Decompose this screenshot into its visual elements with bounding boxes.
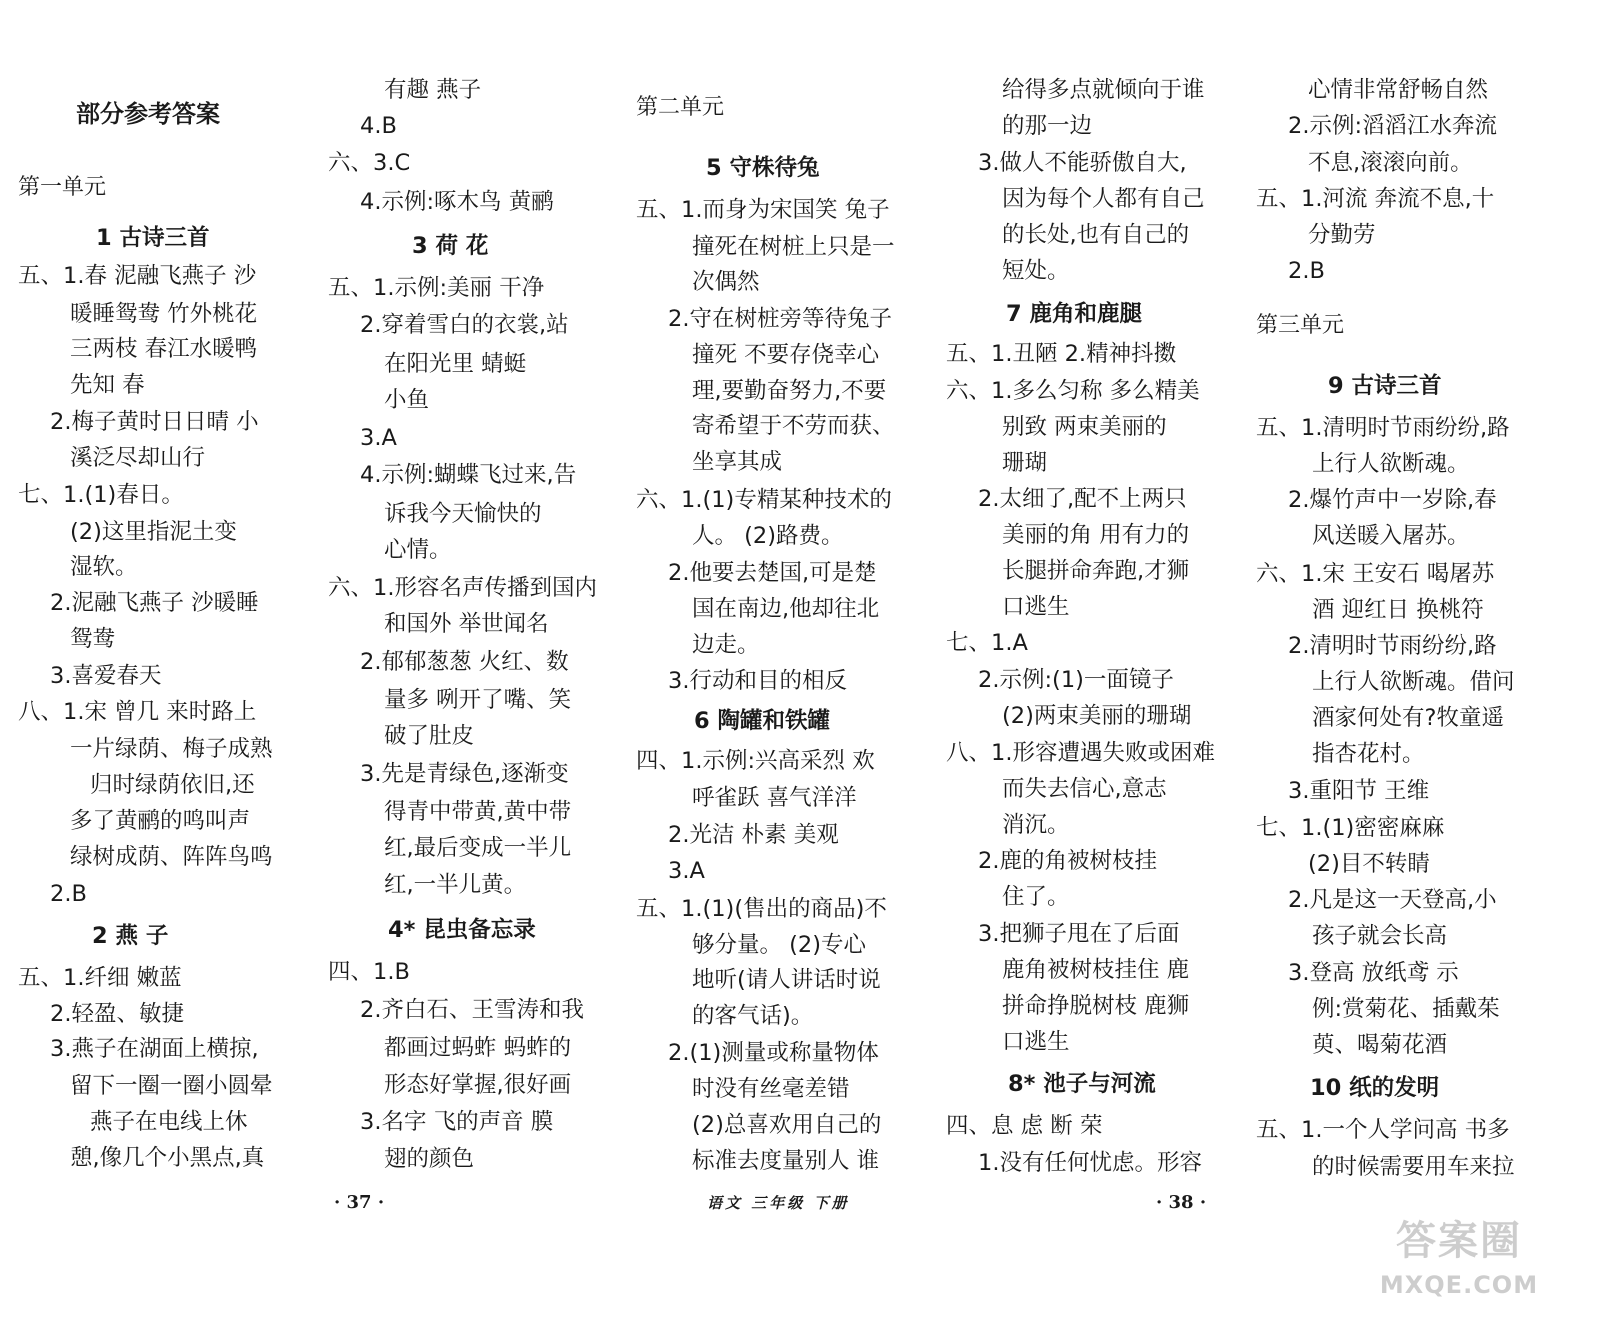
answer-line: 先知 春 — [70, 372, 145, 398]
answer-line: 暖睡鸳鸯 竹外桃花 — [70, 301, 258, 327]
answer-line: 时没有丝毫差错 — [692, 1076, 850, 1102]
answer-line: 口逃生 — [1002, 594, 1070, 620]
answer-line: 五、1.一个人学问高 书多 — [1256, 1117, 1510, 1143]
answer-line: (2)两束美丽的珊瑚 — [1002, 703, 1192, 729]
watermark-url: MXQE.COM — [1379, 1271, 1539, 1299]
answer-line: 憩,像几个小黑点,真 — [70, 1145, 265, 1171]
answer-line: 次偶然 — [692, 269, 760, 295]
answer-line: 地听(请人讲话时说 — [692, 967, 881, 993]
answer-line: 理,要勤奋努力,不要 — [692, 378, 887, 404]
answer-line: 2.光洁 朴素 美观 — [668, 822, 839, 848]
answer-line: 有趣 燕子 — [384, 77, 482, 103]
answer-line: 住了。 — [1002, 884, 1070, 910]
answer-line: 2.梅子黄时日日晴 小 — [50, 409, 259, 435]
answer-line: 因为每个人都有自己 — [1002, 186, 1205, 212]
answer-line: 六、1.(1)专精某种技术的 — [636, 487, 892, 513]
answer-line: 3.做人不能骄傲自大, — [978, 150, 1187, 176]
section-heading: 7 鹿角和鹿腿 — [1006, 301, 1142, 327]
answer-line: 4.示例:蝴蝶飞过来,告 — [360, 462, 577, 488]
watermark-logo — [1354, 1214, 1564, 1310]
answer-line: 2.轻盈、敏捷 — [50, 1001, 184, 1027]
answer-line: 留下一圈一圈小圆晕 — [70, 1073, 273, 1099]
answer-line: 2.齐白石、王雪涛和我 — [360, 997, 584, 1023]
answer-line: 上行人欲断魂。借问 — [1312, 669, 1515, 695]
answer-line: 3.先是青绿色,逐渐变 — [360, 761, 569, 787]
answer-line: 五、1.河流 奔流不息,十 — [1256, 186, 1495, 212]
answer-line: 给得多点就倾向于谁 — [1002, 77, 1205, 103]
answer-line: 2.太细了,配不上两只 — [978, 486, 1187, 512]
answer-line: 2.穿着雪白的衣裳,站 — [360, 312, 569, 338]
answer-line: 消沉。 — [1002, 812, 1070, 838]
answer-line: 4.示例:啄木鸟 黄鹂 — [360, 189, 554, 215]
answer-line: 3.燕子在湖面上横掠, — [50, 1036, 259, 1062]
answer-line: 3.登高 放纸鸢 示 — [1288, 960, 1459, 986]
answer-line: 心情。 — [384, 537, 452, 563]
answer-line: 美丽的角 用有力的 — [1002, 522, 1190, 548]
answer-line: 2.他要去楚国,可是楚 — [668, 560, 877, 586]
section-heading: 第一单元 — [18, 175, 107, 200]
answer-line: 长腿拼命奔跑,才狮 — [1002, 558, 1190, 584]
answer-line: 破了肚皮 — [384, 723, 475, 749]
page-number-left: · 37 · — [334, 1192, 385, 1213]
section-heading: 4* 昆虫备忘录 — [388, 917, 536, 943]
answer-line: 诉我今天愉快的 — [384, 501, 542, 527]
answer-line: 3.重阳节 王维 — [1288, 778, 1430, 804]
answer-line: 五、1.而身为宋国笑 兔子 — [636, 197, 890, 223]
answer-line: 和国外 举世闻名 — [384, 611, 549, 637]
answer-line: 六、1.形容名声传播到国内 — [328, 575, 597, 601]
section-heading: 3 荷 花 — [412, 233, 489, 259]
answer-line: 撞死在树桩上只是一 — [692, 234, 895, 260]
answer-line: 3.名字 飞的声音 膜 — [360, 1109, 554, 1135]
answer-line: 三两枝 春江水暖鸭 — [70, 336, 258, 362]
answer-line: (2)这里指泥土变 — [70, 519, 237, 545]
answer-line: 2.B — [50, 881, 87, 907]
answer-line: 短处。 — [1002, 258, 1070, 284]
answer-line: 六、1.宋 王安石 喝屠苏 — [1256, 561, 1495, 587]
answer-line: 2.(1)测量或称量物体 — [668, 1040, 879, 1066]
answer-line: 的长处,也有自己的 — [1002, 222, 1190, 248]
answer-line: 五、1.清明时节雨纷纷,路 — [1256, 415, 1510, 441]
answer-line: 3.喜爱春天 — [50, 663, 162, 689]
answer-line: 例:赏菊花、插戴茱 — [1312, 996, 1500, 1022]
section-heading: 9 古诗三首 — [1328, 373, 1442, 399]
answer-line: 红,一半儿黄。 — [384, 872, 527, 898]
answer-line: 孩子就会长高 — [1312, 923, 1448, 949]
section-heading: 10 纸的发明 — [1310, 1075, 1440, 1101]
answer-line: 得青中带黄,黄中带 — [384, 799, 572, 825]
answer-line: 2.守在树桩旁等待兔子 — [668, 306, 892, 332]
answer-line: 鸳鸯 — [70, 626, 116, 652]
answer-line: 边走。 — [692, 632, 760, 658]
answer-line: 2.清明时节雨纷纷,路 — [1288, 633, 1497, 659]
answer-line: 翅的颜色 — [384, 1146, 475, 1172]
answer-line: 八、1.宋 曾几 来时路上 — [18, 699, 257, 725]
answer-line: 的时候需要用车来拉 — [1312, 1154, 1515, 1180]
answer-line: 四、息 虑 断 荣 — [946, 1113, 1103, 1139]
answer-line: 在阳光里 蜻蜓 — [384, 351, 527, 377]
answer-line: 2.B — [1288, 258, 1325, 284]
answer-line: 多了黄鹂的鸣叫声 — [70, 808, 251, 834]
answer-line: 而失去信心,意志 — [1002, 776, 1167, 802]
answer-line: (2)目不转睛 — [1308, 851, 1430, 877]
answer-line: 2.凡是这一天登高,小 — [1288, 887, 1497, 913]
answer-line: 风送暖入屠苏。 — [1312, 523, 1470, 549]
page-number-right: · 38 · — [1156, 1192, 1207, 1213]
answer-line: 珊瑚 — [1002, 450, 1048, 476]
answer-line: 八、1.形容遭遇失败或困难 — [946, 740, 1215, 766]
section-heading: 部分参考答案 — [76, 100, 220, 128]
answer-line: 溪泛尽却山行 — [70, 445, 206, 471]
answer-line: 4.B — [360, 113, 397, 139]
answer-line: 心情非常舒畅自然 — [1308, 77, 1489, 103]
answer-line: 四、1.示例:兴高采烈 欢 — [636, 748, 875, 774]
answer-line: 五、1.示例:美丽 干净 — [328, 275, 545, 301]
answer-line: 坐享其成 — [692, 449, 783, 475]
page-footer-subject: 语文 三年级 下册 — [707, 1194, 850, 1212]
answer-line: 七、1.(1)密密麻麻 — [1256, 815, 1445, 841]
answer-line: 上行人欲断魂。 — [1312, 451, 1470, 477]
answer-line: 呼雀跃 喜气洋洋 — [692, 785, 857, 811]
answer-line: 的客气话)。 — [692, 1003, 814, 1029]
answer-line: 口逃生 — [1002, 1029, 1070, 1055]
answer-line: 湿软。 — [70, 554, 138, 580]
answer-line: 撞死 不要存侥幸心 — [692, 342, 880, 368]
answer-line: 萸、喝菊花酒 — [1312, 1032, 1448, 1058]
section-heading: 1 古诗三首 — [96, 225, 210, 251]
answer-line: 2.鹿的角被树枝挂 — [978, 848, 1157, 874]
section-heading: 8* 池子与河流 — [1008, 1071, 1156, 1097]
answer-line: 不息,滚滚向前。 — [1308, 150, 1473, 176]
answer-line: 3.A — [668, 858, 705, 884]
answer-line: 五、1.春 泥融飞燕子 沙 — [18, 263, 257, 289]
section-heading: 6 陶罐和铁罐 — [694, 708, 830, 734]
answer-line: 六、1.多么匀称 多么精美 — [946, 378, 1200, 404]
answer-line: 七、1.A — [946, 630, 1028, 656]
answer-line: 2.爆竹声中一岁除,春 — [1288, 487, 1497, 513]
answer-line: 形态好掌握,很好画 — [384, 1072, 572, 1098]
answer-line: 够分量。 (2)专心 — [692, 932, 867, 958]
answer-line: 标准去度量别人 谁 — [692, 1148, 880, 1174]
answer-line: 寄希望于不劳而获、 — [692, 413, 895, 439]
answer-line: 四、1.B — [328, 959, 410, 985]
section-heading: 第二单元 — [636, 95, 725, 120]
answer-line: 一片绿荫、梅子成熟 — [70, 736, 273, 762]
answer-line: 小鱼 — [384, 387, 430, 413]
section-heading: 2 燕 子 — [92, 923, 169, 949]
section-heading: 5 守株待兔 — [706, 155, 820, 181]
answer-line: 2.示例:(1)一面镜子 — [978, 667, 1174, 693]
answer-line: 鹿角被树枝挂住 鹿 — [1002, 957, 1190, 983]
answer-line: 酒 迎红日 换桃符 — [1312, 597, 1484, 623]
section-heading: 第三单元 — [1256, 313, 1345, 338]
answer-line: 酒家何处有?牧童遥 — [1312, 705, 1504, 731]
answer-line: 七、1.(1)春日。 — [18, 482, 184, 508]
answer-line: 量多 咧开了嘴、笑 — [384, 687, 572, 713]
answer-line: 五、1.纤细 嫩蓝 — [18, 965, 182, 991]
answer-line: 3.A — [360, 425, 397, 451]
answer-line: 3.把狮子甩在了后面 — [978, 921, 1180, 947]
answer-line: 六、3.C — [328, 150, 411, 176]
answer-line: 分勤劳 — [1308, 222, 1376, 248]
answer-line: 别致 两束美丽的 — [1002, 414, 1167, 440]
answer-line: 2.郁郁葱葱 火红、数 — [360, 649, 569, 675]
answer-line: 2.泥融飞燕子 沙暖睡 — [50, 590, 259, 616]
answer-line: 国在南边,他却往北 — [692, 596, 880, 622]
answer-line: (2)总喜欢用自己的 — [692, 1112, 882, 1138]
answer-line: 都画过蚂蚱 蚂蚱的 — [384, 1035, 572, 1061]
answer-line: 五、1.(1)(售出的商品)不 — [636, 896, 887, 922]
answer-line: 的那一边 — [1002, 113, 1093, 139]
answer-line: 2.示例:滔滔江水奔流 — [1288, 113, 1498, 139]
answer-line: 燕子在电线上休 — [90, 1109, 248, 1135]
answer-line: 绿树成荫、阵阵鸟鸣 — [70, 844, 273, 870]
answer-line: 红,最后变成一半儿 — [384, 835, 572, 861]
answer-line: 人。 (2)路费。 — [692, 523, 844, 549]
answer-line: 拼命挣脱树枝 鹿狮 — [1002, 993, 1190, 1019]
answer-line: 1.没有任何忧虑。形容 — [978, 1150, 1202, 1176]
answer-line: 五、1.丑陋 2.精神抖擞 — [946, 341, 1177, 367]
watermark-text: 答案圈 — [1396, 1218, 1522, 1264]
answer-line: 3.行动和目的相反 — [668, 668, 847, 694]
answer-line: 归时绿荫依旧,还 — [90, 772, 255, 798]
answer-line: 指杏花村。 — [1312, 741, 1425, 767]
